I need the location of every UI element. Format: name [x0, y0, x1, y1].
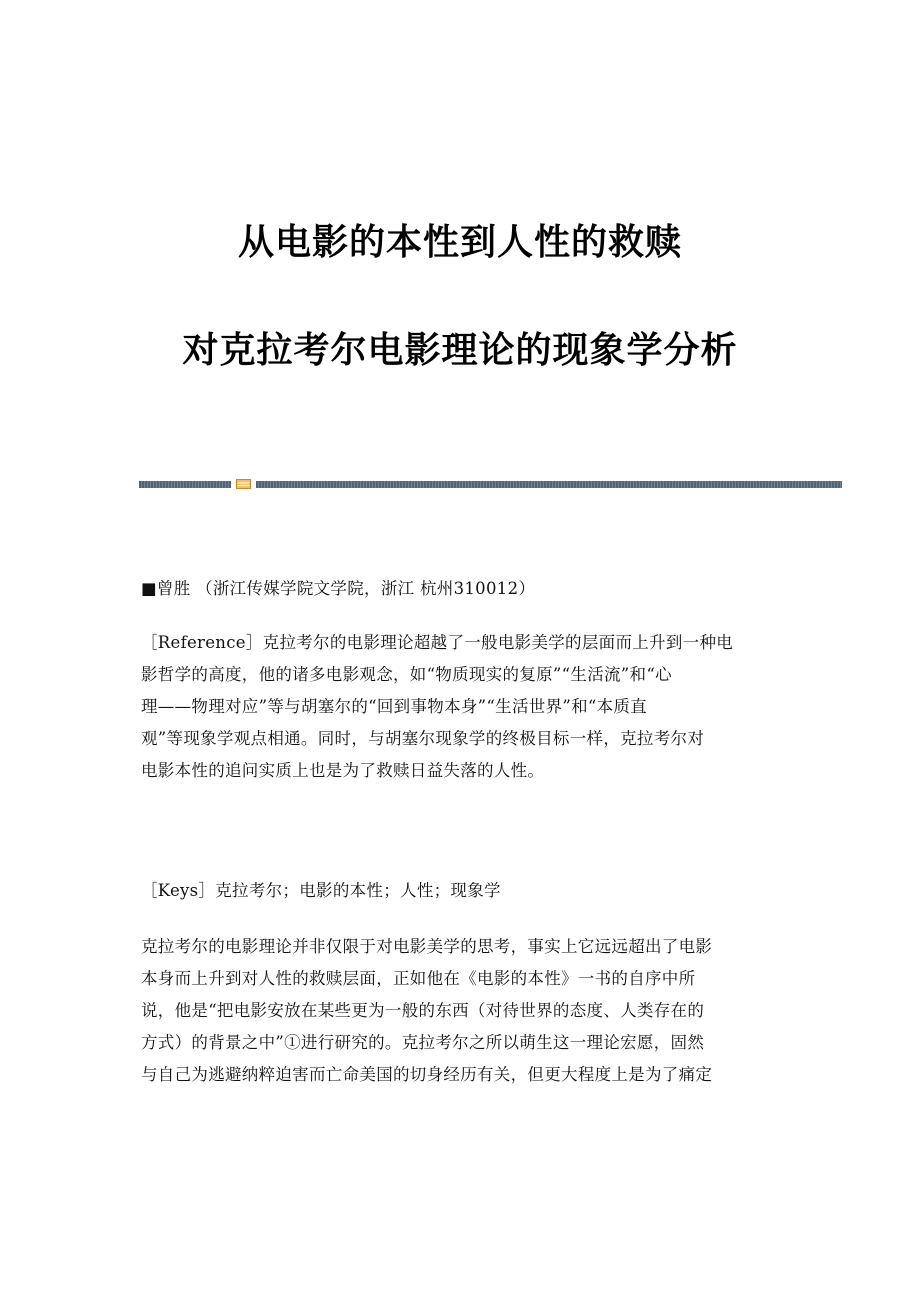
divider-bar-left — [139, 481, 231, 488]
title-divider — [139, 478, 842, 490]
keywords: ［Keys］克拉考尔；电影的本性；人性；现象学 — [141, 881, 501, 900]
page-title: 从电影的本性到人性的救赎 — [237, 222, 682, 263]
abstract — [141, 627, 781, 787]
body-line: 方式）的背景之中”①进行研究的。克拉考尔之所以萌生这一理论宏愿，固然 — [141, 1033, 705, 1052]
body-paragraph — [141, 931, 781, 1091]
body-line: 说，他是“把电影安放在某些更为一般的东西（对待世界的态度、人类存在的 — [141, 1001, 705, 1020]
body-line: 本身而上升到对人性的救赎层面，正如他在《电影的本性》一书的自序中所 — [141, 969, 696, 988]
abstract-line: ［Reference］克拉考尔的电影理论超越了一般电影美学的层面而上升到一种电 — [141, 633, 734, 652]
abstract-line: 影哲学的高度，他的诸多电影观念，如“物质现实的复原”“生活流”和“心 — [141, 665, 672, 684]
body-line: 与自己为逃避纳粹迫害而亡命美国的切身经历有关，但更大程度上是为了痛定 — [141, 1065, 713, 1084]
abstract-line: 观”等现象学观点相通。同时，与胡塞尔现象学的终极目标一样，克拉考尔对 — [141, 729, 705, 748]
page-subtitle: 对克拉考尔电影理论的现象学分析 — [182, 330, 738, 371]
body-line: 克拉考尔的电影理论并非仅限于对电影美学的思考，事实上它远远超出了电影 — [141, 937, 713, 956]
divider-ornament-icon — [236, 478, 251, 490]
author-affiliation: ■曾胜 （浙江传媒学院文学院，浙江 杭州310012） — [141, 579, 536, 598]
divider-bar-right — [256, 481, 842, 488]
abstract-line: 理——物理对应”等与胡塞尔的“回到事物本身”“生活世界”和“本质直 — [141, 697, 648, 716]
abstract-line: 电影本性的追问实质上也是为了救赎日益失落的人性。 — [141, 761, 545, 780]
